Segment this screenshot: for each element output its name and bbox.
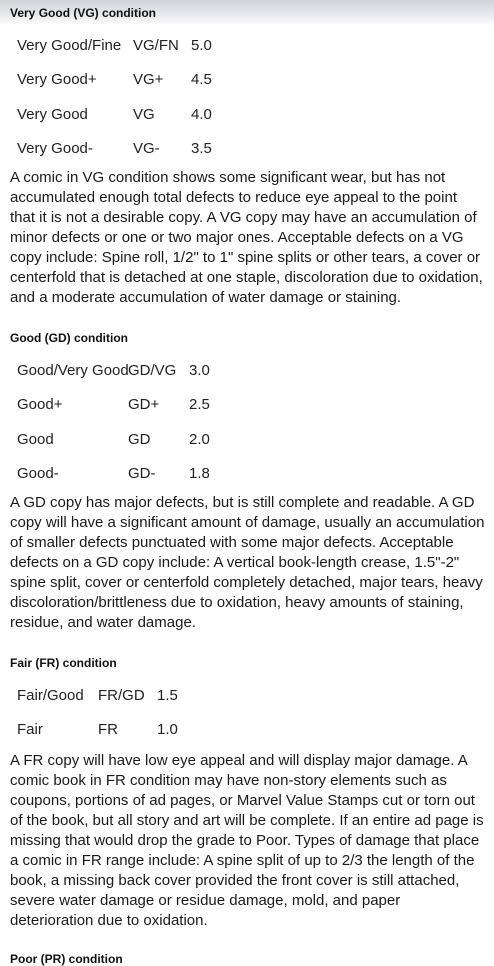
- grade-value: 2.5: [189, 396, 210, 414]
- grade-value: 3.0: [189, 361, 210, 379]
- grade-value: 4.0: [191, 105, 212, 123]
- section-title: Very Good (VG) condition: [10, 6, 157, 20]
- grade-row: [10, 63, 485, 98]
- grade-abbr: GD: [128, 430, 151, 448]
- grade-value: 5.0: [191, 36, 212, 54]
- grade-value: 1.8: [189, 465, 210, 483]
- section-poor: [10, 952, 485, 966]
- grade-row: [10, 422, 485, 457]
- grade-abbr: GD-: [128, 465, 156, 483]
- grade-name: Very Good+: [17, 71, 97, 89]
- grade-row: [10, 353, 485, 388]
- grade-value: 4.5: [191, 71, 212, 89]
- grade-table: [10, 678, 485, 747]
- grade-name: Fair: [17, 721, 43, 739]
- grade-abbr: GD+: [128, 396, 160, 414]
- grade-name: Good/Very Good: [17, 361, 129, 379]
- section-title: Poor (PR) condition: [10, 952, 123, 966]
- grade-abbr: VG+: [133, 71, 164, 89]
- section-description: A GD copy has major defects, but is still complete and readable. A GD copy will have a significant amount of damage, usually an accumulation of smaller defects punctuated with some major defects. Acceptable defects on a GD copy include: A vertical book-length crease, 1.5"-2" spine split, cover or centerfold completely detached, major tears, heavy discoloration/brittleness due to oxidation, heavy amounts of staining, residue, and water damage.: [10, 494, 485, 631]
- grade-value: 1.0: [157, 721, 178, 739]
- section-description: A FR copy will have low eye appeal and will display major damage. A comic book in FR condition may have non-story elements such as coupons, portions of ad pages, or Marvel Value Stamps cut or torn out of the book, but all story and art will be complete. If an entire ad page is missing that would drop the grade to Poor. Types of damage that place a comic in FR range include: A spine split of up to 2/3 the length of the book, a missing back cover provided the front cover is still attached, severe water damage or residue damage, mold, and paper deterioration due to oxidation.: [10, 752, 484, 929]
- section-very-good: [10, 0, 485, 308]
- grade-abbr: FR: [98, 721, 118, 739]
- grade-name: Good-: [17, 465, 59, 483]
- grade-row: [10, 132, 485, 167]
- grade-row: [10, 28, 485, 63]
- grade-value: 3.5: [191, 140, 212, 158]
- section-title: Fair (FR) condition: [10, 656, 117, 670]
- grade-row: [10, 678, 485, 713]
- grade-name: Good: [17, 430, 54, 448]
- grade-name: Very Good/Fine: [17, 36, 122, 54]
- section-description: A comic in VG condition shows some significant wear, but has not accumulated enough total defects to reduce eye appeal to the point that it is not a desirable copy. A VG copy may have an accumulation of minor defects or one or two major ones. Acceptable defects on a VG copy include: Spine roll, 1/2" to 1" spine splits or other tears, a cover or centerfold that is detached at one staple, discoloration due to oxidation, and a moderate accumulation of water damage or staining.: [10, 169, 483, 306]
- grade-name: Very Good: [17, 105, 88, 123]
- grade-name: Fair/Good: [17, 686, 84, 704]
- grade-row: [10, 388, 485, 423]
- grade-name: Very Good-: [17, 140, 93, 158]
- section-good: [10, 331, 485, 633]
- section-title: Good (GD) condition: [10, 331, 128, 345]
- grade-row: [10, 457, 485, 492]
- grade-table: [10, 353, 485, 491]
- grade-table: [10, 28, 485, 166]
- section-fair: [10, 656, 485, 931]
- grade-name: Good+: [17, 396, 63, 414]
- grade-value: 1.5: [157, 686, 178, 704]
- grade-abbr: GD/VG: [128, 361, 177, 379]
- grade-value: 2.0: [189, 430, 210, 448]
- grade-abbr: FR/GD: [98, 686, 145, 704]
- grade-abbr: VG/FN: [133, 36, 179, 54]
- grade-abbr: VG: [133, 105, 155, 123]
- grade-row: [10, 97, 485, 132]
- grade-row: [10, 713, 485, 748]
- grade-abbr: VG-: [133, 140, 160, 158]
